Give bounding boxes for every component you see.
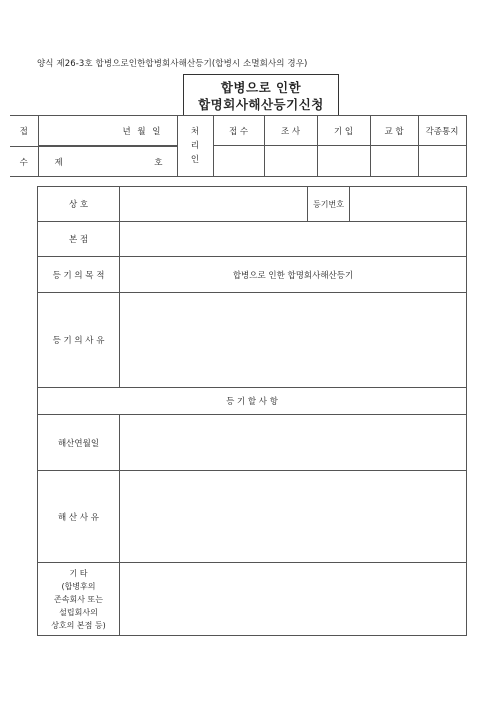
reason-label: 등 기 의 사 유 <box>38 293 120 388</box>
dissolution-date-label: 해산연월일 <box>38 415 120 471</box>
receipt-number[interactable] <box>38 147 177 177</box>
reason-field[interactable] <box>120 293 467 388</box>
processor-char-3: 인 <box>190 155 200 165</box>
trade-name-label: 상 호 <box>38 187 120 222</box>
registry-number-field[interactable] <box>350 187 467 222</box>
step-receipt: 접 수 <box>213 116 264 146</box>
step-entry: 기 입 <box>317 116 370 146</box>
dissolution-reason-label: 해 산 사 유 <box>38 471 120 563</box>
other-field[interactable] <box>120 563 467 636</box>
other-label-cell <box>38 563 120 636</box>
step-review: 조 사 <box>264 116 317 146</box>
application-table <box>37 186 467 636</box>
other-note-4: 상호의 본점 등) <box>51 620 106 630</box>
processor-char-1: 처 <box>190 127 200 137</box>
other-note-2: 존속회사 또는 <box>54 594 103 604</box>
form-title-line2: 합명회사해산등기신청 <box>198 96 324 112</box>
processor-char-2: 리 <box>190 141 200 151</box>
registry-number-label: 등기번호 <box>308 187 350 222</box>
purpose-label: 등 기 의 목 적 <box>38 257 120 293</box>
form-header: 양식 제26-3호 합병으로인한합병회사해산등기(합병시 소멸회사의 경우) <box>37 59 308 69</box>
other-label: 기 타 <box>69 568 88 578</box>
dissolution-reason-field[interactable] <box>120 471 467 563</box>
step-check: 교 합 <box>370 116 418 146</box>
receipt-number-suffix: 호 <box>154 157 163 168</box>
head-office-field[interactable] <box>120 222 467 257</box>
step-check-cell[interactable] <box>370 146 418 177</box>
step-entry-cell[interactable] <box>317 146 370 177</box>
step-review-cell[interactable] <box>264 146 317 177</box>
matters-heading: 등 기 할 사 항 <box>38 388 467 415</box>
other-note-1: (합병후의 <box>61 581 96 591</box>
form-title <box>183 74 339 116</box>
step-notice: 각종통지 <box>418 116 466 146</box>
receipt-date[interactable]: 년 월 일 <box>38 116 177 146</box>
purpose-value: 합병으로 인한 합명회사해산등기 <box>120 257 467 293</box>
receipt-table <box>10 115 467 177</box>
form-title-line1: 합병으로 인한 <box>220 79 302 95</box>
processor-label <box>177 116 213 177</box>
trade-name-field[interactable] <box>120 187 308 222</box>
head-office-label: 본 점 <box>38 222 120 257</box>
receipt-number-prefix: 제 <box>54 157 63 168</box>
receipt-label-bottom: 수 <box>10 147 38 177</box>
step-notice-cell[interactable] <box>418 146 466 177</box>
other-note-3: 설립회사의 <box>59 607 98 617</box>
step-receipt-cell[interactable] <box>213 146 264 177</box>
dissolution-date-field[interactable] <box>120 415 467 471</box>
receipt-label-top: 접 <box>10 116 38 147</box>
